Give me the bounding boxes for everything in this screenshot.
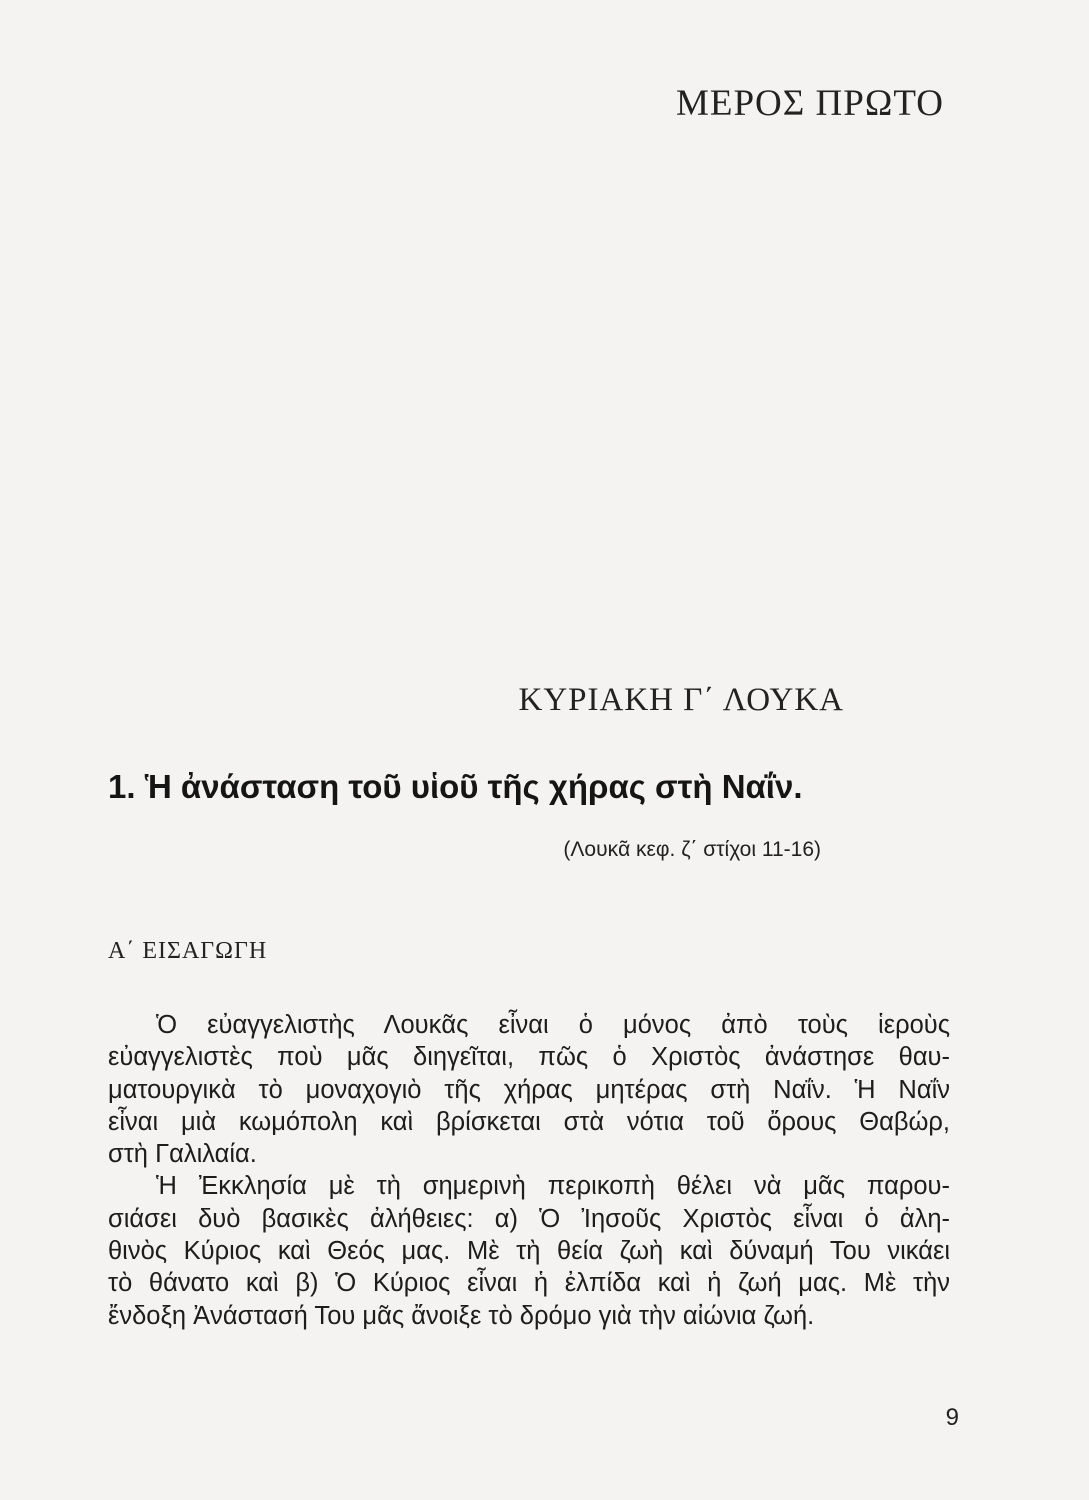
text-line: εἶναι μιὰ κωμόπολη καὶ βρίσκεται στὰ νότια τοῦ ὄρους Θαβώρ,	[108, 1107, 950, 1136]
text-line: Ἡ Ἐκκλησία μὲ τὴ σημερινὴ περικοπὴ θέλει νὰ μᾶς παρου-	[156, 1172, 950, 1201]
text-line: ματουργικὰ τὸ μοναχογιὸ τῆς χήρας μητέρας στὴ Ναΐν. Ἡ Ναΐν	[108, 1075, 950, 1104]
paragraph-2	[108, 1170, 950, 1331]
text-line: θινὸς Κύριος καὶ Θεός μας. Μὲ τὴ θεία ζωὴ καὶ δύναμή Του νικάει	[108, 1237, 950, 1266]
chapter-title: 1. Ἡ ἀνάσταση τοῦ υἱοῦ τῆς χήρας στὴ Ναΐν.	[108, 768, 803, 805]
text-line: σιάσει δυὸ βασικὲς ἀλήθειες: α) Ὁ Ἰησοῦς Χριστὸς εἶναι ὁ ἀλη-	[108, 1204, 950, 1233]
text-line: Ὁ εὐαγγελιστὴς Λουκᾶς εἶναι ὁ μόνος ἀπὸ τοὺς ἱεροὺς	[156, 1011, 950, 1039]
body-text	[108, 1009, 950, 1332]
text-line: στὴ Γαλιλαία.	[108, 1140, 257, 1169]
part-title: ΜΕΡΟΣ ΠΡΩΤΟ	[675, 83, 944, 124]
paragraph-1	[108, 1009, 950, 1170]
sunday-title: ΚΥΡΙΑΚΗ Γ΄ ΛΟΥΚΑ	[518, 682, 844, 718]
scripture-reference: (Λουκᾶ κεφ. ζ΄ στίχοι 11-16)	[563, 838, 821, 861]
text-line: ἔνδοξη Ἀνάστασή Του μᾶς ἄνοιξε τὸ δρόμο γιὰ τὴν αἰώνια ζωή.	[108, 1301, 815, 1330]
page-number: 9	[945, 1404, 959, 1431]
text-line: εὐαγγελιστὲς ποὺ μᾶς διηγεῖται, πῶς ὁ Χριστὸς ἀνάστησε θαυ-	[108, 1043, 950, 1072]
section-heading: Α΄ ΕΙΣΑΓΩΓΗ	[108, 938, 268, 964]
text-line: τὸ θάνατο καὶ β) Ὁ Κύριος εἶναι ἡ ἐλπίδα καὶ ἡ ζωή μας. Μὲ τὴν	[108, 1269, 950, 1298]
